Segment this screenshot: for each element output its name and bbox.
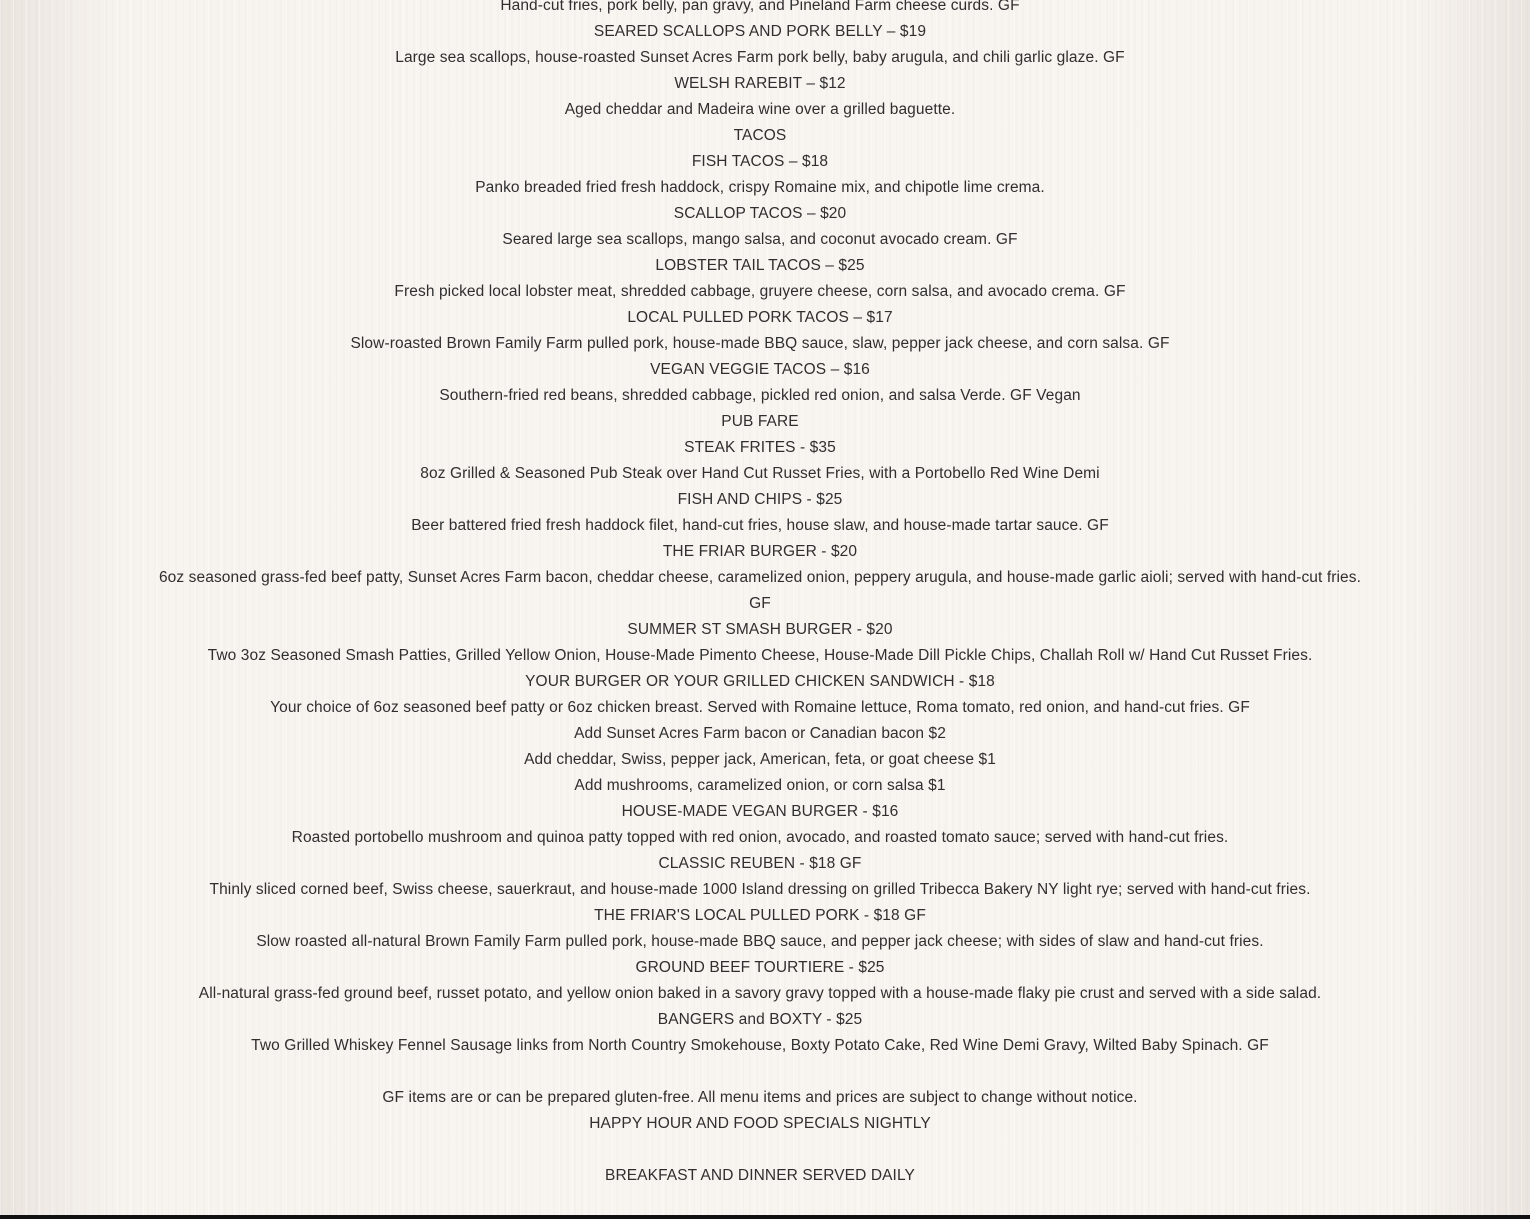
item-title: YOUR BURGER OR YOUR GRILLED CHICKEN SANDWICH - $18 [525, 673, 995, 690]
item-description: Slow roasted all-natural Brown Family Farm pulled pork, house-made BBQ sauce, and pepper jack cheese; with sides of slaw and hand-cut fries. [256, 933, 1264, 950]
item-title: SEARED SCALLOPS AND PORK BELLY – $19 [593, 23, 927, 40]
gluten-free-note: GF items are or can be prepared gluten-free. All menu items and prices are subject to change without notice. [382, 1089, 1138, 1106]
section-heading-tacos: TACOS [733, 127, 787, 144]
item-title: BANGERS and BOXTY - $25 [657, 1011, 863, 1028]
item-title: FISH TACOS – $18 [691, 153, 829, 170]
item-description: Aged cheddar and Madeira wine over a grilled baguette. [564, 101, 956, 118]
item-description: All-natural grass-fed ground beef, russet potato, and yellow onion baked in a savory gravy topped with a house-made flaky pie crust and served with a side salad. [198, 985, 1322, 1002]
item-title: LOCAL PULLED PORK TACOS – $17 [627, 309, 893, 326]
item-description: Roasted portobello mushroom and quinoa patty topped with red onion, avocado, and roasted tomato sauce; served with hand-cut fries. [291, 829, 1229, 846]
item-description: Panko breaded fried fresh haddock, crispy Romaine mix, and chipotle lime crema. [475, 179, 1045, 196]
item-description: 8oz Grilled & Seasoned Pub Steak over Hand Cut Russet Fries, with a Portobello Red Wine Demi [420, 465, 1100, 482]
spacer [150, 1137, 1370, 1163]
item-description: Two Grilled Whiskey Fennel Sausage links from North Country Smokehouse, Boxty Potato Cake, Red Wine Demi Gravy, Wilted Baby Spinach. GF [251, 1037, 1269, 1054]
item-description: Southern-fried red beans, shredded cabbage, pickled red onion, and salsa Verde. GF Vegan [439, 387, 1081, 404]
item-description: Hand-cut fries, pork belly, pan gravy, and Pineland Farm cheese curds. GF [500, 0, 1020, 14]
add-on-option: Add mushrooms, caramelized onion, or corn salsa $1 [574, 777, 946, 794]
bottom-divider-bar [0, 1215, 1530, 1219]
spacer [150, 1059, 1370, 1085]
item-title: SUMMER ST SMASH BURGER - $20 [627, 621, 893, 638]
item-description: Your choice of 6oz seasoned beef patty or 6oz chicken breast. Served with Romaine lettuce, Roma tomato, red onion, and hand-cut fries. GF [270, 699, 1250, 716]
item-title: FISH AND CHIPS - $25 [677, 491, 843, 508]
item-title: THE FRIAR'S LOCAL PULLED PORK - $18 GF [594, 907, 926, 924]
item-title: WELSH RAREBIT – $12 [674, 75, 846, 92]
item-title: LOBSTER TAIL TACOS – $25 [655, 257, 865, 274]
item-title: THE FRIAR BURGER - $20 [662, 543, 858, 560]
add-on-option: Add cheddar, Swiss, pepper jack, American, feta, or goat cheese $1 [524, 751, 996, 768]
served-daily-note: BREAKFAST AND DINNER SERVED DAILY [605, 1167, 915, 1184]
item-title: VEGAN VEGGIE TACOS – $16 [650, 361, 870, 378]
item-description: Beer battered fried fresh haddock filet, hand-cut fries, house slaw, and house-made tartar sauce. GF [411, 517, 1109, 534]
item-title: GROUND BEEF TOURTIERE - $25 [635, 959, 885, 976]
item-title: STEAK FRITES - $35 [684, 439, 836, 456]
item-description: Two 3oz Seasoned Smash Patties, Grilled Yellow Onion, House-Made Pimento Cheese, House-Made Dill Pickle Chips, Challah Roll w/ Hand Cut Russet Fries. [207, 647, 1313, 664]
item-title: SCALLOP TACOS – $20 [673, 205, 847, 222]
section-heading-pub-fare: PUB FARE [721, 413, 799, 430]
item-title: CLASSIC REUBEN - $18 GF [658, 855, 862, 872]
item-description: Thinly sliced corned beef, Swiss cheese, sauerkraut, and house-made 1000 Island dressing on grilled Tribecca Bakery NY light rye; served with hand-cut fries. [209, 881, 1311, 898]
item-description: Slow-roasted Brown Family Farm pulled pork, house-made BBQ sauce, slaw, pepper jack cheese, and corn salsa. GF [350, 335, 1170, 352]
item-title: HOUSE-MADE VEGAN BURGER - $16 [621, 803, 899, 820]
item-description: Large sea scallops, house-roasted Sunset Acres Farm pork belly, baby arugula, and chili garlic glaze. GF [395, 49, 1125, 66]
add-on-option: Add Sunset Acres Farm bacon or Canadian bacon $2 [574, 725, 946, 742]
menu-text-block [150, 0, 1370, 1189]
item-description: Seared large sea scallops, mango salsa, and coconut avocado cream. GF [502, 231, 1018, 248]
item-description: Fresh picked local lobster meat, shredded cabbage, gruyere cheese, corn salsa, and avocado crema. GF [394, 283, 1126, 300]
happy-hour-note: HAPPY HOUR AND FOOD SPECIALS NIGHTLY [589, 1115, 931, 1132]
item-description: 6oz seasoned grass-fed beef patty, Sunset Acres Farm bacon, cheddar cheese, caramelized onion, peppery arugula, and house-made garlic aioli; served with hand-cut fries. GF [158, 569, 1362, 612]
